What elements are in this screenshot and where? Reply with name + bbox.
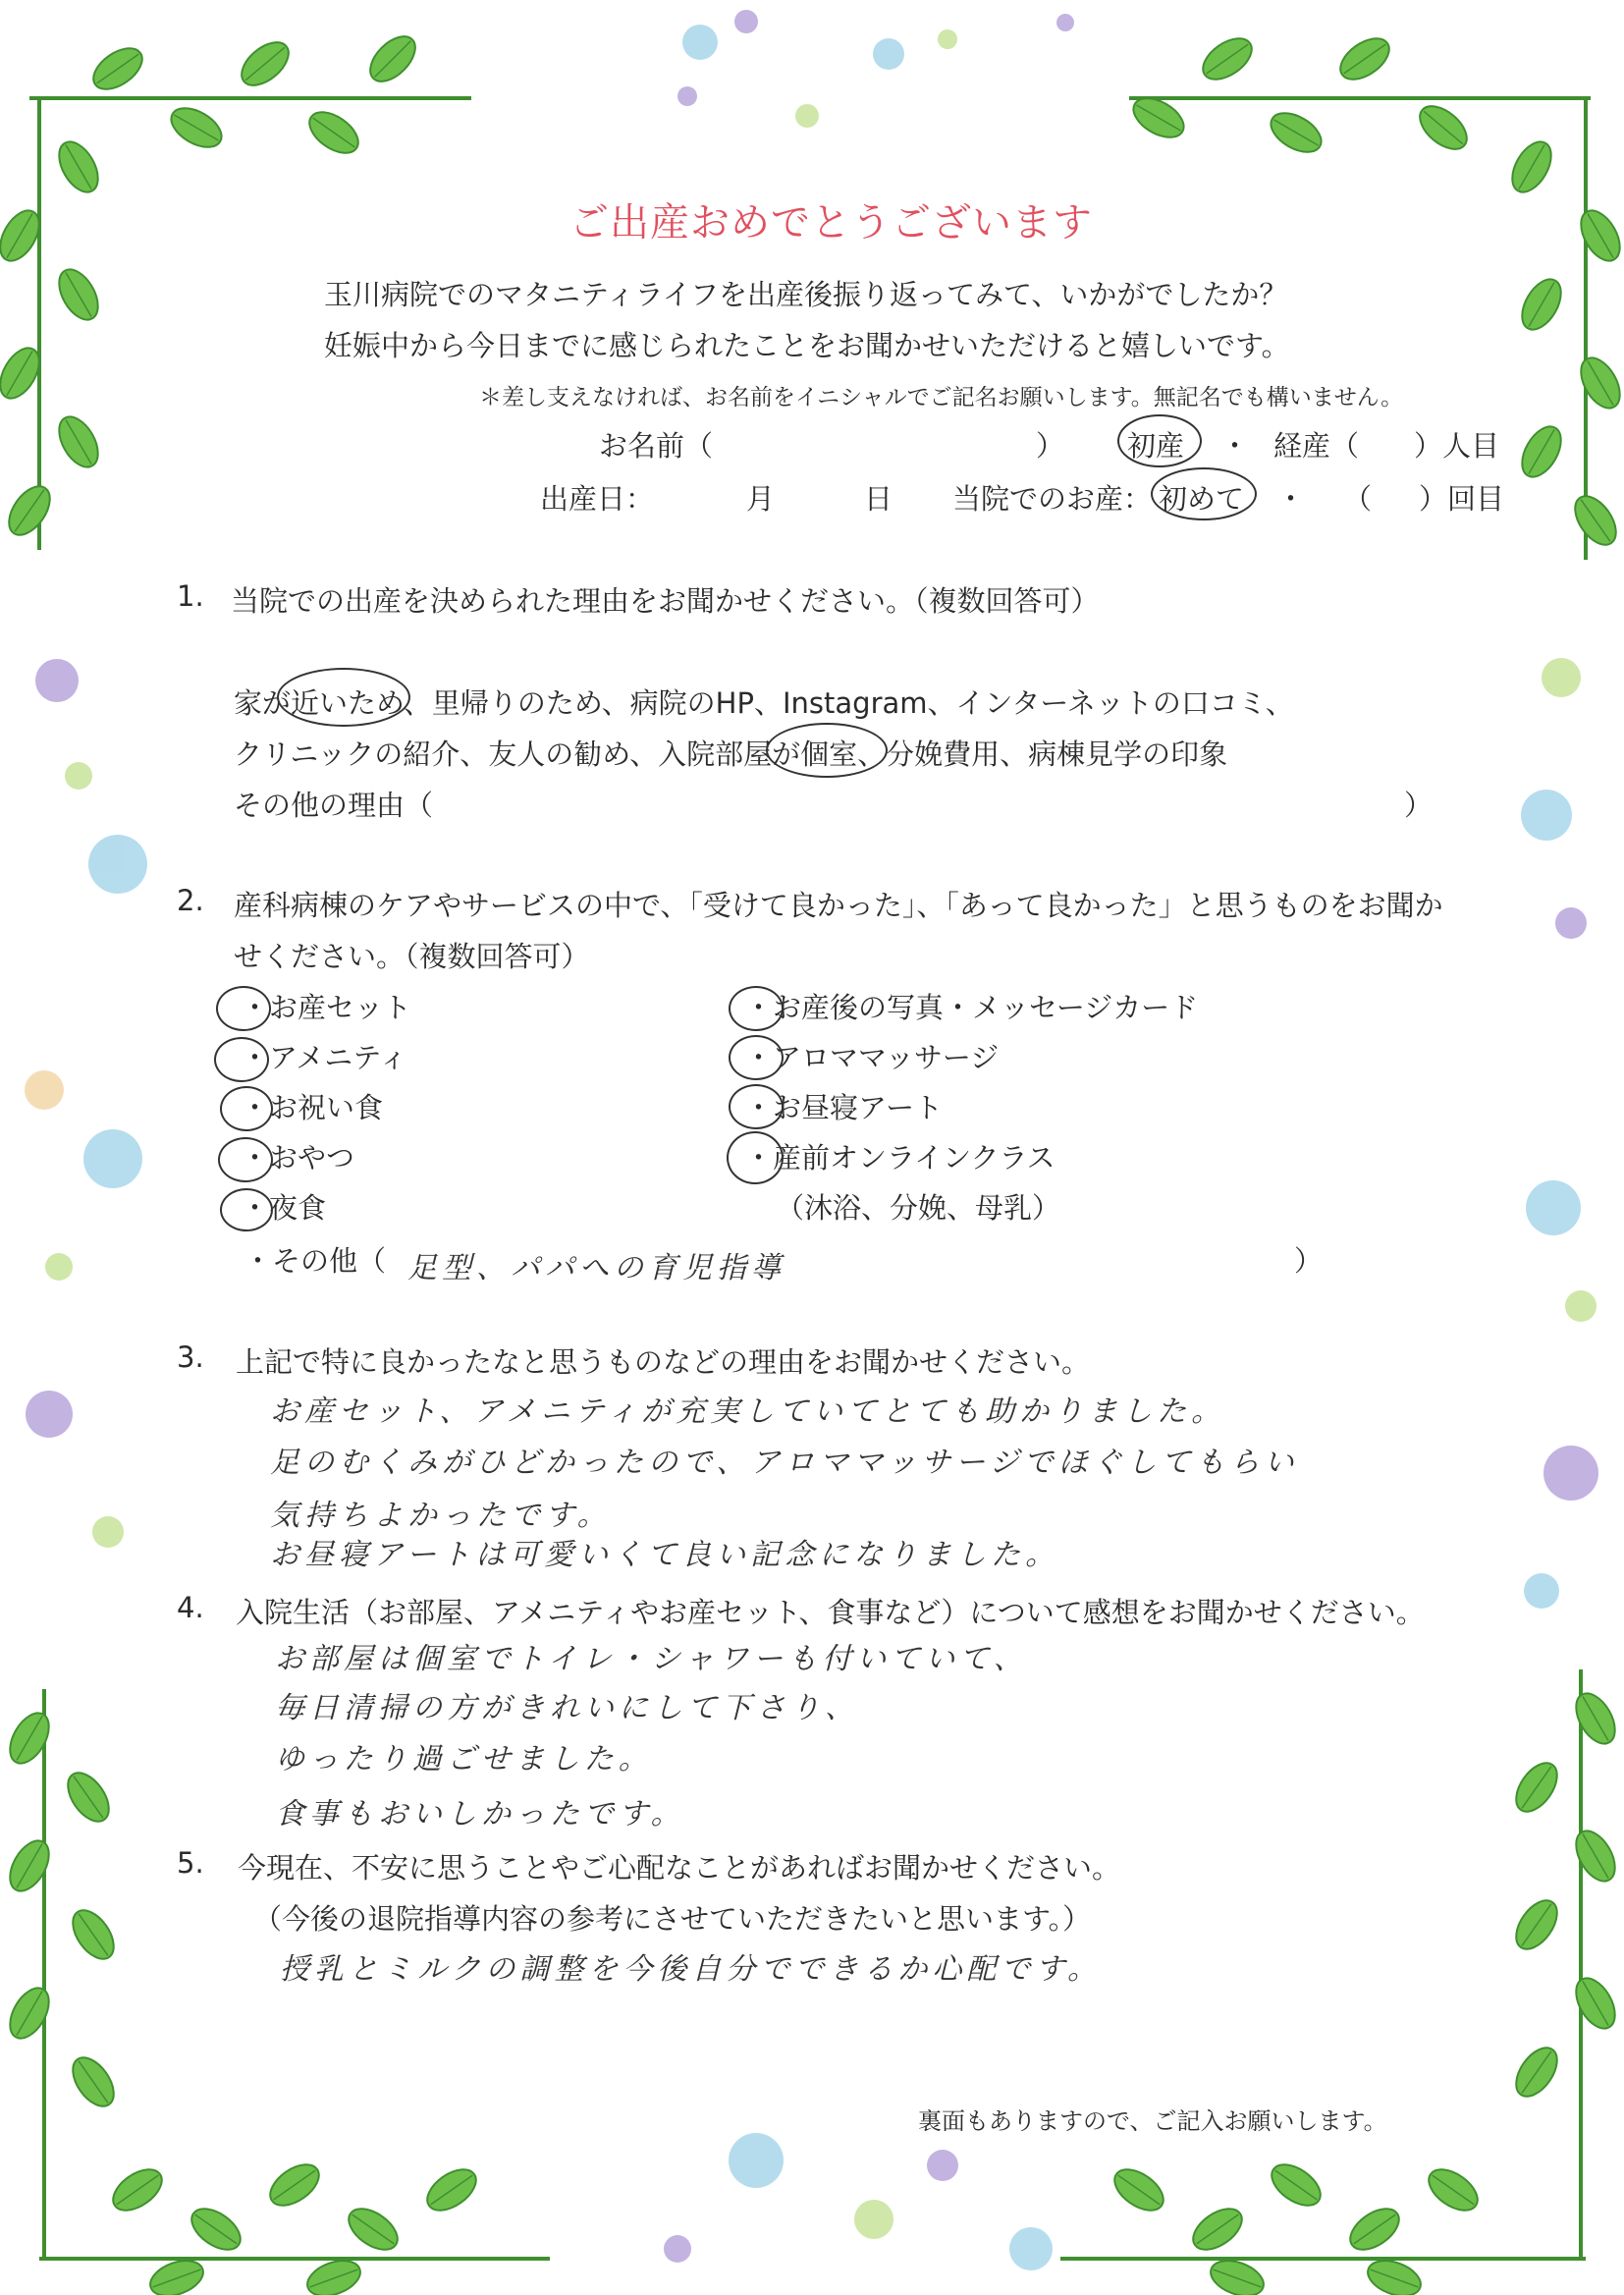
- selection-circle: [729, 986, 784, 1031]
- times-open: （: [1343, 482, 1373, 516]
- q2-other-close: ）: [1294, 1244, 1324, 1278]
- q3-answer-line-4: お昼寝アートは可愛いくて良い記念になりました。: [270, 1538, 1060, 1572]
- name-label: お名前（: [599, 429, 714, 463]
- selection-circle: [216, 986, 271, 1031]
- q1-options-line-1: 家が近いため、里帰りのため、病院のHP、Instagram、インターネットの口コミ、: [234, 686, 1294, 720]
- intro-line-1: 玉川病院でのマタニティライフを出産後振り返ってみて、いかがでしたか？: [324, 278, 1288, 311]
- q2-other-answer: 足型、パパへの育児指導: [407, 1251, 785, 1285]
- multi-birth-count-suffix: ）人目: [1414, 429, 1500, 463]
- selection-circle: [729, 1035, 784, 1080]
- day-label: 日: [864, 482, 893, 516]
- question-2-text-line-2: せください。（複数回答可）: [234, 940, 590, 973]
- q2-option-celebration-meal[interactable]: ・お祝い食: [241, 1091, 384, 1124]
- question-3-text: 上記で特に良かったなと思うものなどの理由をお聞かせください。: [236, 1345, 1091, 1379]
- selection-circle: [727, 1131, 784, 1184]
- question-4-text: 入院生活（お部屋、アメニティやお産セット、食事など）について感想をお聞かせください。: [236, 1596, 1425, 1629]
- footer-note: 裏面もありますので、ご記入お願いします。: [918, 2107, 1387, 2135]
- q2-other-label: ・その他（: [244, 1244, 387, 1278]
- selection-circle: [1117, 414, 1202, 467]
- times-suffix: ）回目: [1419, 482, 1505, 516]
- selection-circle: [220, 1086, 273, 1131]
- q4-answer-line-4: 食事もおいしかったです。: [275, 1797, 685, 1831]
- separator-dot: ・: [1220, 429, 1250, 463]
- q3-answer-line-1: お産セット、アメニティが充実していてとても助かりました。: [270, 1394, 1226, 1429]
- q2-option-nap-art[interactable]: ・お昼寝アート: [744, 1091, 944, 1124]
- question-3-number: 3.: [177, 1340, 204, 1374]
- q3-answer-line-2: 足のむくみがひどかったので、アロママッサージでほぐしてもらい: [270, 1446, 1299, 1480]
- page-title: ご出産おめでとうございます: [569, 200, 1093, 246]
- q4-answer-line-2: 毎日清掃の方がきれいにして下さり、: [275, 1691, 859, 1725]
- selection-circle: [218, 1137, 273, 1182]
- question-4-number: 4.: [177, 1591, 204, 1624]
- question-5-text-line-1: 今現在、不安に思うことやご心配なことがあればお聞かせください。: [238, 1851, 1121, 1885]
- q2-option-amenity[interactable]: ・アメニティ: [241, 1041, 407, 1074]
- question-5-number: 5.: [177, 1846, 204, 1880]
- question-1-text: 当院での出産を決められた理由をお聞かせください。（複数回答可）: [231, 584, 1100, 618]
- hospital-birth-label: 当院でのお産：: [952, 482, 1153, 516]
- q2-option-night-meal[interactable]: ・夜食: [241, 1191, 327, 1225]
- first-time-option[interactable]: 初めて: [1159, 482, 1245, 516]
- first-birth-option[interactable]: 初産: [1127, 429, 1185, 463]
- q1-other-label: その他の理由（: [234, 789, 434, 822]
- selection-circle: [729, 1084, 784, 1129]
- q2-option-birth-set[interactable]: ・お産セット: [241, 991, 412, 1024]
- q1-options-line-2: クリニックの紹介、友人の勧め、入院部屋が個室、分娩費用、病棟見学の印象: [234, 738, 1228, 771]
- selection-circle: [766, 723, 888, 778]
- question-2-number: 2.: [177, 884, 204, 917]
- q2-option-aroma-massage[interactable]: ・アロママッサージ: [744, 1041, 1000, 1074]
- month-label: 月: [746, 482, 776, 516]
- question-5-text-line-2: （今後の退院指導内容の参考にさせていただきたいと思います。）: [253, 1902, 1092, 1936]
- q2-online-class-detail: （沐浴、分娩、母乳）: [776, 1191, 1061, 1225]
- multi-birth-option[interactable]: 経産（: [1273, 429, 1360, 463]
- name-close: ）: [1036, 429, 1065, 463]
- q2-option-online-class[interactable]: ・産前オンラインクラス: [744, 1141, 1056, 1175]
- q5-answer: 授乳とミルクの調整を今後自分でできるか心配です。: [280, 1952, 1102, 1987]
- name-note: ＊差し支えなければ、お名前をイニシャルでご記名お願いします。無記名でも構いません。: [479, 385, 1404, 410]
- selection-circle: [1151, 467, 1257, 520]
- separator-dot: ・: [1276, 482, 1306, 516]
- q1-other-close: ）: [1404, 789, 1434, 822]
- q4-answer-line-1: お部屋は個室でトイレ・シャワーも付いていて、: [275, 1642, 1028, 1676]
- question-1-number: 1.: [177, 579, 204, 613]
- birth-date-label: 出産日：: [540, 482, 655, 516]
- q2-option-snack[interactable]: ・おやつ: [241, 1141, 355, 1175]
- selection-circle: [277, 668, 410, 727]
- q3-answer-line-3: 気持ちよかったです。: [270, 1499, 612, 1533]
- q4-answer-line-3: ゆったり過ごせました。: [275, 1742, 653, 1776]
- question-2-text-line-1: 産科病棟のケアやサービスの中で、「受けて良かった」、「あって良かった」と思うものをお聞か: [234, 889, 1443, 922]
- q2-option-photo-card[interactable]: ・お産後の写真・メッセージカード: [744, 991, 1199, 1024]
- intro-line-2: 妊娠中から今日までに感じられたことをお聞かせいただけると嬉しいです。: [324, 329, 1290, 362]
- selection-circle: [220, 1188, 273, 1231]
- selection-circle: [214, 1037, 269, 1082]
